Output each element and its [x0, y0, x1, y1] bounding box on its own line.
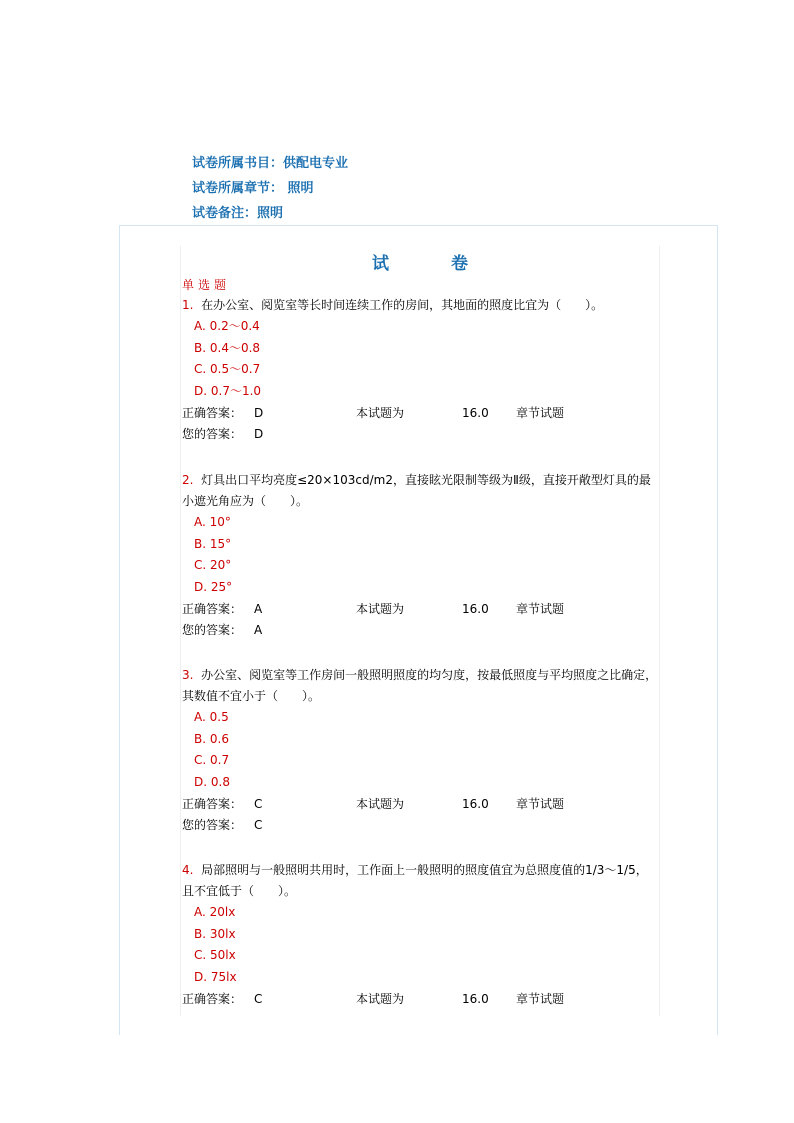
section-title: 单选题 [182, 278, 231, 292]
option-b: B. 0.6 [194, 731, 229, 746]
question-number: 2. [182, 473, 194, 487]
question-text: 局部照明与一般照明共用时，工作面上一般照明的照度值宜为总照度值的1/3～1/5，且不宜低于（ ）。 [182, 863, 648, 898]
paper-book: 试卷所属书目：供配电专业 [192, 156, 349, 171]
question-text: 灯具出口平均亮度≤20×103cd/m2，直接眩光限制等级为Ⅱ级，直接开敞型灯具的最小遮光角应为（ ）。 [182, 473, 651, 508]
question-number: 4. [182, 863, 194, 877]
question-stem [182, 470, 658, 512]
option-d: D. 25° [194, 580, 233, 595]
question-score: 16.0 [462, 601, 489, 616]
paper-chapter: 试卷所属章节： 照明 [192, 181, 314, 196]
correct-answer-row: 正确答案： A 本试题为 16.0 章节试题 [182, 599, 658, 621]
question-stem [182, 295, 658, 316]
question-score: 16.0 [462, 991, 489, 1006]
correct-answer-value: D [254, 405, 264, 420]
paper-title: 试卷 [372, 254, 530, 274]
correct-answer-row: 正确答案： C 本试题为 16.0 章节试题 [182, 794, 658, 816]
correct-answer-row: 正确答案： D 本试题为 16.0 章节试题 [182, 403, 658, 425]
your-answer-row: 您的答案： A [182, 620, 658, 642]
option-c: C. 0.7 [194, 753, 230, 768]
option-a: A. 0.5 [194, 710, 229, 724]
your-answer-value: D [254, 427, 264, 442]
your-answer-row: 您的答案： C [182, 815, 658, 837]
question-1 [182, 295, 658, 446]
option-a: A. 0.2～0.4 [194, 319, 260, 333]
correct-answer-row: 正确答案： C 本试题为 16.0 章节试题 [182, 989, 658, 1011]
option-a: A. 10° [194, 515, 231, 529]
question-number: 1. [182, 298, 194, 312]
option-d: D. 0.7～1.0 [194, 384, 262, 399]
question-number: 3. [182, 668, 194, 682]
correct-answer-value: C [254, 991, 263, 1006]
option-b: B. 0.4～0.8 [194, 340, 261, 355]
correct-answer-value: A [254, 601, 263, 616]
question-score: 16.0 [462, 405, 489, 420]
correct-answer-value: C [254, 796, 263, 811]
option-a: A. 20lx [194, 905, 236, 919]
option-c: C. 50lx [194, 948, 236, 963]
paper-remark: 试卷备注：照明 [192, 206, 284, 221]
option-b: B. 30lx [194, 926, 236, 941]
question-stem [182, 860, 658, 902]
question-text: 在办公室、阅览室等长时间连续工作的房间，其地面的照度比宜为（ ）。 [201, 298, 604, 312]
option-b: B. 15° [194, 536, 232, 551]
option-c: C. 20° [194, 558, 232, 573]
question-4 [182, 860, 658, 1010]
question-3 [182, 665, 658, 837]
question-score: 16.0 [462, 796, 489, 811]
question-text: 办公室、阅览室等工作房间一般照明照度的均匀度，按最低照度与平均照度之比确定，其数值不宜小于（ ）。 [182, 668, 658, 703]
option-d: D. 75lx [194, 970, 237, 985]
your-answer-value: A [254, 623, 263, 638]
question-stem [182, 665, 658, 707]
your-answer-value: C [254, 818, 263, 833]
question-2 [182, 470, 658, 642]
option-c: C. 0.5～0.7 [194, 362, 261, 377]
your-answer-row: 您的答案： D [182, 424, 658, 446]
option-d: D. 0.8 [194, 775, 230, 790]
